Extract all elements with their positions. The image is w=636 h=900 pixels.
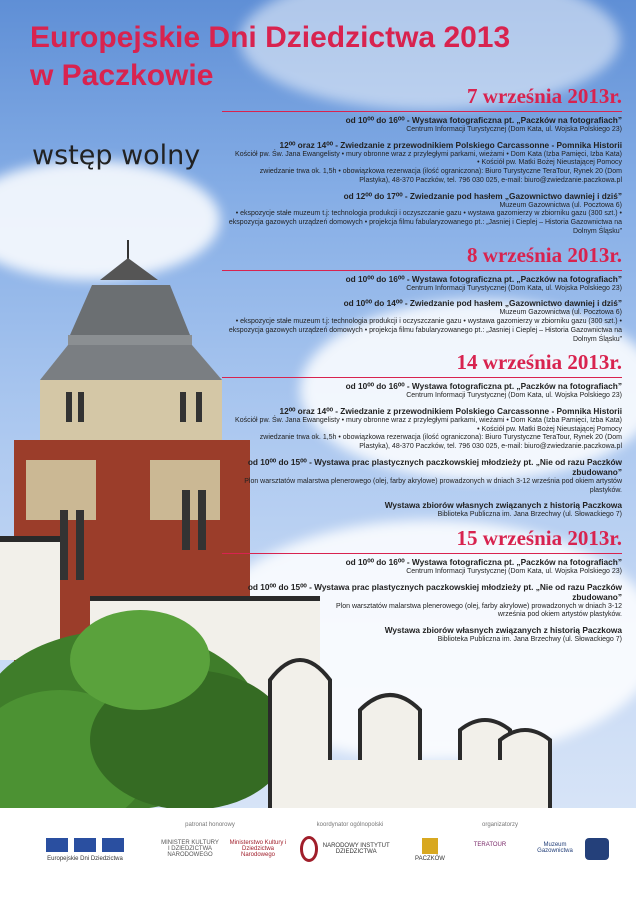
title-line-1: Europejskie Dni Dziedzictwa 2013 [30, 21, 511, 54]
event-detail: zwiedzanie trwa ok. 1,5h • obowiązkowa rezerwacja (ilość ograniczona): Biuro Turystyczne TeraTour, Rynek 20 (Dom [259, 168, 622, 176]
paczkow-crest-icon [422, 838, 438, 854]
nid-logo-text: NARODOWY INSTYTUT DZIEDZICTWA [322, 843, 390, 855]
event [222, 501, 622, 520]
event-detail: • ekspozycje stałe muzeum t.j: technologia produkcji i oczyszczanie gazu • wystawa gazomierzy w zbiorniku gazu (300 szt.) • [235, 318, 622, 326]
event [222, 275, 622, 294]
event [222, 192, 622, 237]
event-title: od 10⁰⁰ do 14⁰⁰ - Zwiedzanie pod hasłem „Gazownictwo dawniej i dziś” [343, 298, 622, 309]
event [222, 116, 622, 135]
event-detail: Centrum Informacji Turystycznej (Dom Kata, ul. Wojska Polskiego 23) [406, 567, 622, 575]
event-detail: Biblioteka Publiczna im. Jana Brzechwy (ul. Słowackiego 7) [437, 511, 622, 519]
event-detail: Centrum Informacji Turystycznej (Dom Kata, ul. Wojska Polskiego 23) [406, 125, 622, 133]
day-section [222, 84, 622, 237]
event-title: od 10⁰⁰ do 16⁰⁰ - Wystawa fotograficzna pt. „Paczków na fotografiach” [345, 381, 622, 392]
ministerstwo-logo: Ministerstwo Kultury i Dziedzictwa Narodowego [229, 840, 287, 858]
event-title: 12⁰⁰ oraz 14⁰⁰ - Zwiedzanie z przewodnikiem Polskiego Carcassonne - Pomnika Historii [279, 405, 622, 416]
teratour-logo: TERATOUR [473, 842, 507, 848]
event-detail: Plon warsztatów malarstwa plenerowego (olej, farby akrylowe) prowadzonych w dniach 3-12 [336, 602, 622, 610]
event-detail: Plastyka), 48-370 Paczków, tel. 796 030 025, e-mail: biuro@zwiedzanie.paczkowa.pl [359, 443, 622, 451]
event-detail: Plastyka), 48-370 Paczków, tel. 796 030 025, e-mail: biuro@zwiedzanie.paczkowa.pl [359, 176, 622, 184]
event [222, 558, 622, 577]
event [222, 141, 622, 186]
paczkow-logo-text: PACZKÓW [415, 856, 445, 862]
edd-logo-text: Europejskie Dni Dziedzictwa [47, 856, 123, 862]
event-title: Wystawa zbiorów własnych związanych z historią Paczkowa [384, 500, 622, 511]
event-title: od 10⁰⁰ do 15⁰⁰ - Wystawa prac plastycznych paczkowskiej młodzieży pt. „Nie od razu Paczków zbudowano” [247, 456, 622, 477]
event [222, 299, 622, 344]
wall-illustration [260, 640, 636, 810]
event-detail: Kościół pw. Św. Jana Ewangelisty • mury obronne wraz z przyległymi parkami, wieżami • Dom Kata (Izba Pamięci, Izba Kata) [235, 416, 622, 424]
eu-logos [30, 838, 140, 862]
nid-emblem-icon [300, 836, 318, 862]
council-europe-icon [102, 838, 124, 852]
minister-logo: MINISTER KULTURY I DZIEDZICTWA NARODOWEGO [161, 840, 219, 858]
event-detail: • ekspozycje stałe muzeum t.j: technologia produkcji i oczyszczanie gazu • wystawa gazomierzy w zbiorniku gazu (300 szt.) • [235, 210, 622, 218]
event-detail: Dolnym Śląsku” [572, 335, 622, 343]
day-section [222, 350, 622, 520]
event-detail: zwiedzanie trwa ok. 1,5h • obowiązkowa rezerwacja (ilość ograniczona): Biuro Turystyczne TeraTour, Rynek 20 (Dom [259, 434, 622, 442]
event-detail: ekspozycja gazowych urządzeń domowych • projekcja filmu fabularyzowanego pt.: „Jasniej i Cieplej – Historia Gazownictwa na [228, 326, 622, 334]
event-detail: • Kościół pw. Matki Bożej Nieustającej Pomocy [477, 159, 622, 167]
event-detail: września pod okiem artystów plastyków. [497, 611, 622, 619]
day-section [222, 526, 622, 645]
event [222, 458, 622, 495]
koordynator-label: koordynator ogólnopolski [316, 822, 384, 828]
event-detail: Muzeum Gazownictwa (ul. Pocztowa 6) [499, 201, 622, 209]
organizatorzy-label: organizatorzy [481, 822, 519, 828]
day-date: 15 września 2013r. [222, 526, 622, 554]
event-detail: Biblioteka Publiczna im. Jana Brzechwy (ul. Słowackiego 7) [437, 636, 622, 644]
nid-logo [300, 836, 390, 862]
title-line-2: w Paczkowie [30, 58, 214, 92]
event-title: od 12⁰⁰ do 17⁰⁰ - Zwiedzanie pod hasłem „Gazownictwo dawniej i dziś” [343, 190, 622, 201]
event [222, 407, 622, 452]
event-title: od 10⁰⁰ do 16⁰⁰ - Wystawa fotograficzna pt. „Paczków na fotografiach” [345, 273, 622, 284]
event-detail: Dolnym Śląsku” [572, 227, 622, 235]
event-detail: plastyków. [589, 486, 622, 494]
event-detail: Centrum Informacji Turystycznej (Dom Kata, ul. Wojska Polskiego 23) [406, 392, 622, 400]
day-section [222, 243, 622, 345]
patronat-label: patronat honorowy [185, 822, 235, 828]
muzeum-logo: Muzeum Gazownictwa [537, 842, 573, 854]
event [222, 583, 622, 620]
event-title: od 10⁰⁰ do 15⁰⁰ - Wystawa prac plastycznych paczkowskiej młodzieży pt. „Nie od razu Paczków zbudowano” [247, 581, 622, 602]
free-entry-label: wstęp wolny [32, 140, 201, 171]
day-date: 14 września 2013r. [222, 350, 622, 378]
event-detail: Kościół pw. Św. Jana Ewangelisty • mury obronne wraz z przyległymi parkami, wieżami • Dom Kata (Izba Pamięci, Izba Kata) [235, 150, 622, 158]
day-date: 7 września 2013r. [222, 84, 622, 112]
program-list [222, 84, 622, 651]
day-date: 8 września 2013r. [222, 243, 622, 271]
poster-title [30, 22, 510, 91]
paczkow-logo [405, 838, 455, 862]
event-detail: • Kościół pw. Matki Bożej Nieustającej Pomocy [477, 425, 622, 433]
event-title: Wystawa zbiorów własnych związanych z historią Paczkowa [384, 625, 622, 636]
event-title: od 10⁰⁰ do 16⁰⁰ - Wystawa fotograficzna pt. „Paczków na fotografiach” [345, 557, 622, 568]
event-detail: Muzeum Gazownictwa (ul. Pocztowa 6) [499, 309, 622, 317]
eu-flag-icon [74, 838, 96, 852]
footer [0, 808, 636, 900]
event-detail: Centrum Informacji Turystycznej (Dom Kata, ul. Wojska Polskiego 23) [406, 284, 622, 292]
eu-flag-icon [46, 838, 68, 852]
event [222, 382, 622, 401]
event-detail: Plon warsztatów malarstwa plenerowego (olej, farby akrylowe) prowadzonych w dniach 3-12 września pod okiem artystów [244, 477, 622, 485]
gas-museum-icon [585, 838, 609, 860]
event-title: 12⁰⁰ oraz 14⁰⁰ - Zwiedzanie z przewodnikiem Polskiego Carcassonne - Pomnika Historii [279, 139, 622, 150]
event [222, 626, 622, 645]
event-detail: ekspozycja gazowych urządzeń domowych • projekcja filmu fabularyzowanego pt.: „Jasniej i Cieplej – Historia Gazownictwa na [228, 219, 622, 227]
event-title: od 10⁰⁰ do 16⁰⁰ - Wystawa fotograficzna pt. „Paczków na fotografiach” [345, 115, 622, 125]
